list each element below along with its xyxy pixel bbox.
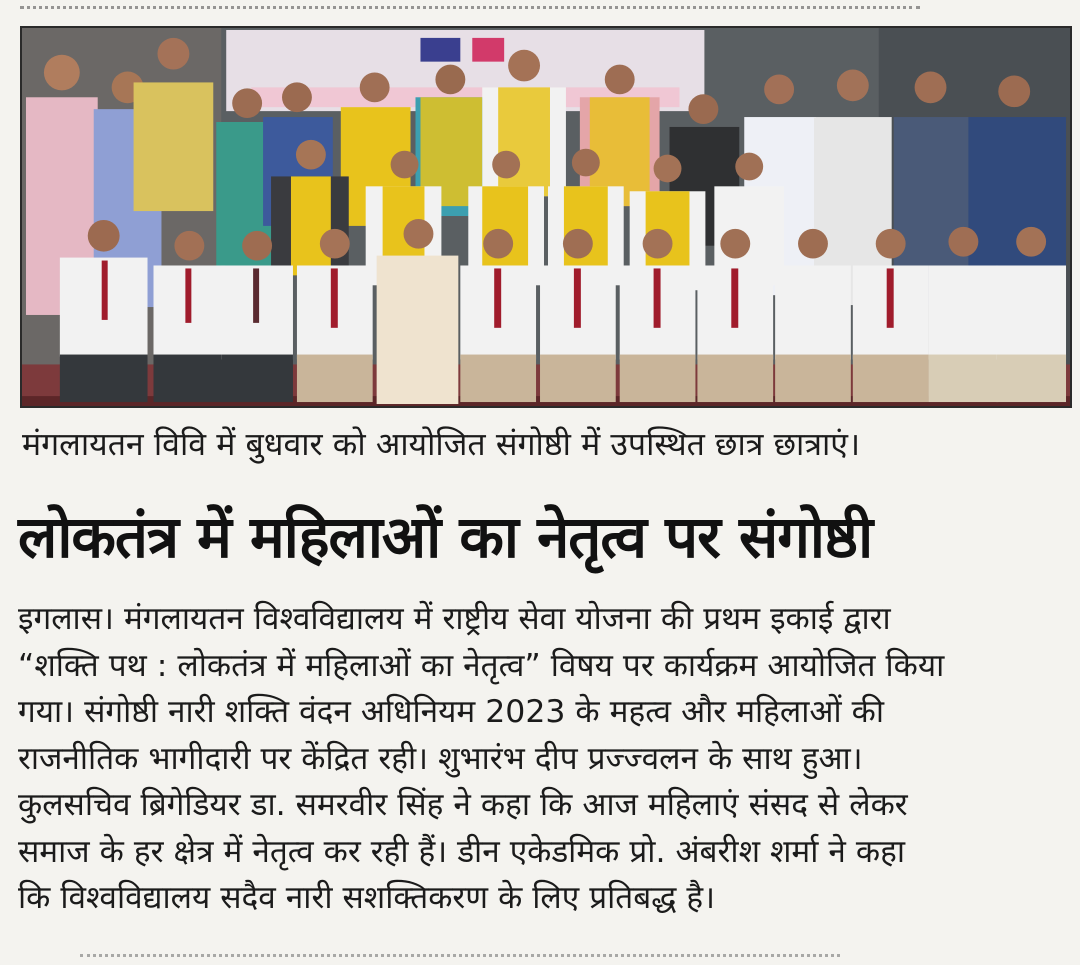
article-body-line: राजनीतिक भागीदारी पर केंद्रित रही। शुभारंभ दीप प्रज्ज्वलन के साथ हुआ।	[18, 740, 863, 777]
clipped-text-fragment	[80, 954, 840, 965]
article-body-line: “शक्ति पथ : लोकतंत्र में महिलाओं का नेतृत्व” विषय पर कार्यक्रम आयोजित किया	[18, 647, 945, 684]
clipped-previous-text	[0, 0, 1080, 14]
group-photo	[20, 26, 1072, 408]
article-body-line: गया। संगोष्ठी नारी शक्ति वंदन अधिनियम 2023 के महत्व और महिलाओं की	[18, 694, 884, 730]
article-body-line: कि विश्वविद्यालय सदैव नारी सशक्तिकरण के लिए प्रतिबद्ध है।	[18, 880, 716, 916]
clipped-text-fragment	[20, 0, 920, 9]
article-body-line: इगलास। मंगलायतन विश्वविद्यालय में राष्ट्रीय सेवा योजना की प्रथम इकाई द्वारा	[18, 601, 891, 637]
article-body	[18, 596, 1078, 922]
group-photo-illustration	[22, 28, 1070, 406]
article-body-line: समाज के हर क्षेत्र में नेतृत्व कर रही हैं। डीन एकेडमिक प्रो. अंबरीश शर्मा ने कहा	[18, 833, 906, 870]
article-headline: लोकतंत्र में महिलाओं का नेतृत्व पर संगोष्ठी	[18, 503, 873, 571]
article-body-line: कुलसचिव ब्रिगेडियर डा. समरवीर सिंह ने कहा कि आज महिलाएं संसद से लेकर	[18, 787, 908, 823]
photo-caption: मंगलायतन विवि में बुधवार को आयोजित संगोष्ठी में उपस्थित छात्र छात्राएं।	[22, 425, 861, 463]
clipped-next-text	[0, 950, 1080, 963]
